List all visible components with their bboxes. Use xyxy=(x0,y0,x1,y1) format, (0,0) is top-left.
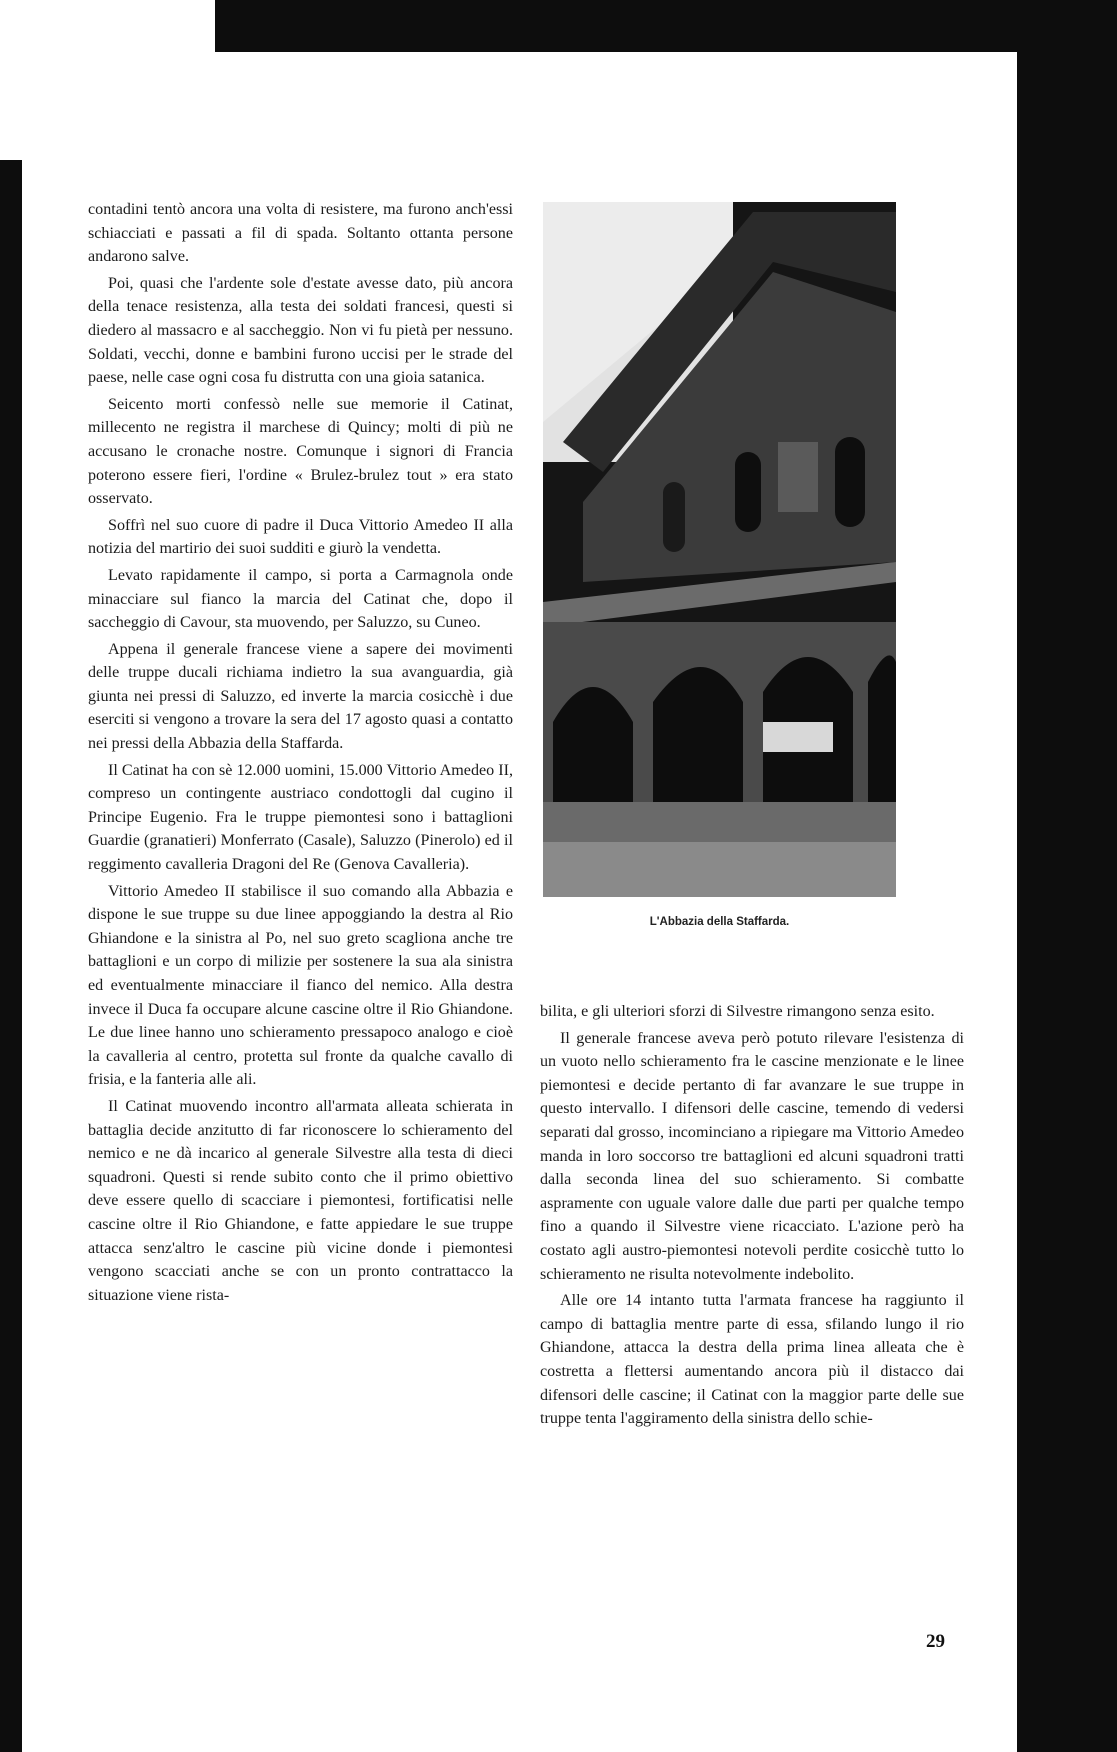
scan-border-top xyxy=(215,0,1117,52)
paragraph: bilita, e gli ulteriori sforzi di Silvestre rimangono senza esito. xyxy=(540,1003,935,1020)
paragraph: Appena il generale francese viene a sapere dei movimenti delle truppe ducali richiama indietro la sua avanguardia, già giunta nei pressi di Saluzzo, ed inverte la marcia cosicchè i due eserciti si vengono a trovare la sera del 17 agosto quasi a contatto nei pressi della Abbazia della Staffarda. xyxy=(88,640,513,753)
right-text-column xyxy=(540,1000,964,1434)
abbey-photo xyxy=(543,202,896,897)
paragraph: Seicento morti confessò nelle sue memorie il Catinat, millecento ne registra il marchese di Quincy; molti di più ne accusano le cronache nostre. Comunque i signori di Francia poterono essere fieri, l'ordine « Brulez-brulez tout » era stato osservato. xyxy=(88,395,513,508)
paragraph: Il generale francese aveva però potuto rilevare l'esistenza di un vuoto nello schieramento fra le cascine menzionate e le linee piemontesi e decide pertanto di far avanzare le sue truppe in questo intervallo. I difensori delle cascine, temendo di vedersi separati dal grosso, incominciano a ripiegare ma Vittorio Amedeo manda in loro soccorso tre battaglioni ed alcuni squadroni tratti dalla seconda linea del suo schieramento. Si combatte aspramente con uguale valore dalle due parti per qualche tempo fino a quando il Silvestre viene ricacciato. L'azione però ha costato agli austro-piemontesi notevoli perdite cosicchè tutto lo schieramento ne risulta notevolmente indebolito. xyxy=(540,1029,964,1283)
page-number: 29 xyxy=(926,1631,945,1652)
paragraph: Levato rapidamente il campo, si porta a Carmagnola onde minacciare sul fianco la marcia del Catinat che, dopo il saccheggio di Cavour, sta muovendo, per Saluzzo, su Cuneo. xyxy=(88,566,513,632)
book-page xyxy=(22,52,1017,1752)
left-text-column xyxy=(88,198,513,1310)
paragraph: contadini tentò ancora una volta di resistere, ma furono anch'essi schiacciati e passati a fil di spada. Soltanto ottanta persone andarono salve. xyxy=(88,201,513,266)
photo-caption: L'Abbazia della Staffarda. xyxy=(649,916,790,928)
paragraph: Il Catinat ha con sè 12.000 uomini, 15.000 Vittorio Amedeo II, compreso un contingente austriaco condottogli dal cugino il Principe Eugenio. Fra le truppe piemontesi sono i battaglioni Guardie (granatieri) Monferrato (Casale), Saluzzo (Pinerolo) ed il reggimento cavalleria Dragoni del Re (Genova Cavalleria). xyxy=(88,761,513,874)
scan-border-left xyxy=(0,160,22,1752)
paragraph: Poi, quasi che l'ardente sole d'estate avesse dato, più ancora della tenace resistenza, alla testa dei soldati francesi, questi si diedero al massacro e al saccheggio. Non vi fu pietà per nessuno. Soldati, vecchi, donne e bambini furono uccisi per le strade del paese, nelle case ogni cosa fu distrutta con una gioia satanica. xyxy=(88,274,513,387)
paragraph: Il Catinat muovendo incontro all'armata alleata schierata in battaglia decide anzitutto di far riconoscere lo schieramento del nemico e ne dà incarico al generale Silvestre alla testa di dieci squadroni. Questi si rende subito conto che il primo obiettivo deve essere quello di scacciare i piemontesi, fortificatisi nelle cascine oltre il Rio Ghiandone, e fatte appiedare le sue truppe attacca senz'altro le cascine più vicine donde i piemontesi vengono scacciati anche se con un pronto contrattacco la situazione viene rista- xyxy=(88,1097,513,1304)
paragraph: Alle ore 14 intanto tutta l'armata francese ha raggiunto il campo di battaglia mentre parte di essa, sfilando lungo il rio Ghiandone, attacca la destra della prima linea alleata che è costretta a flettersi aumentando ancora più il distacco dai difensori delle cascine; il Catinat con la maggior parte delle sue truppe tenta l'aggiramento della sinistra dello schie- xyxy=(540,1292,964,1428)
paragraph: Soffrì nel suo cuore di padre il Duca Vittorio Amedeo II alla notizia del martirio dei suoi sudditi e giurò la vendetta. xyxy=(88,516,513,558)
scan-border-right xyxy=(1017,0,1117,1752)
paragraph: Vittorio Amedeo II stabilisce il suo comando alla Abbazia e dispone le sue truppe su due linee appoggiando la destra al Rio Ghiandone e la sinistra al Po, nel suo greto scagliona anche tre battaglioni e un corpo di milizie per sostenere la sua ala sinistra ed eventualmente minacciare il fianco del nemico. Alla destra invece il Duca fa occupare alcune cascine oltre il Rio Ghiandone. Le due linee hanno uno schieramento pressapoco analogo e cioè la cavalleria al centro, protetta sul fronte da qualche cavallo di frisia, e la fanteria alle ali. xyxy=(88,882,513,1089)
